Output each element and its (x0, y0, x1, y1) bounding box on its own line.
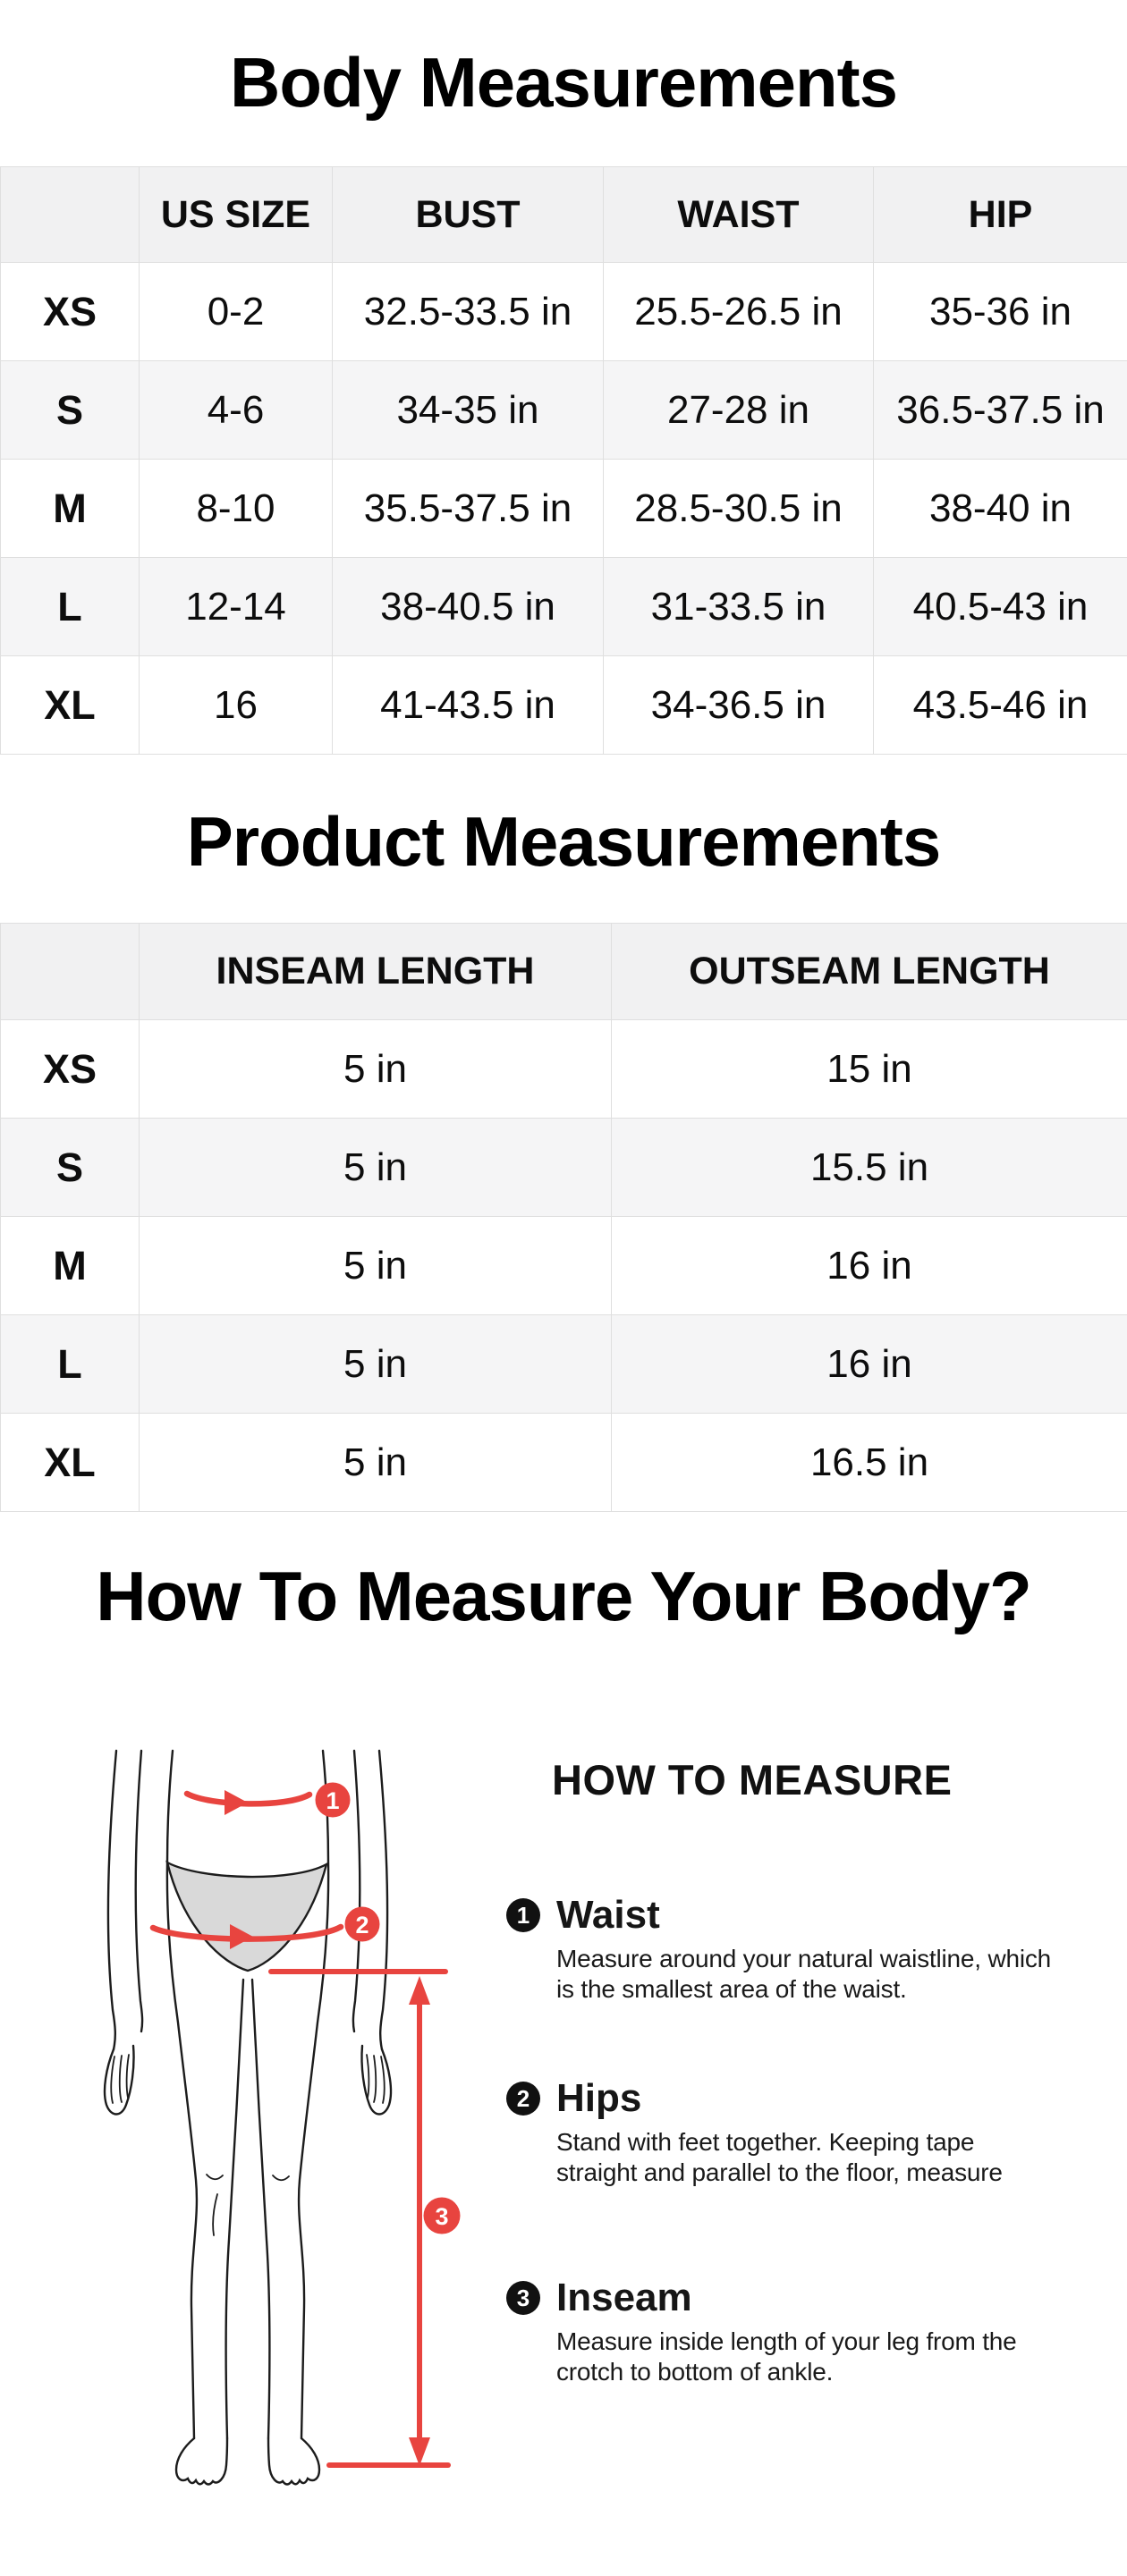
right-hand-fingers (367, 2055, 385, 2103)
header-waist: WAIST (604, 167, 874, 263)
cell-s-waist: 27-28 in (604, 361, 874, 460)
cell-xl-waist: 34-36.5 in (604, 656, 874, 755)
instruction-inseam-text: Measure inside length of your leg from the crotch to bottom of ankle. (556, 2327, 1017, 2386)
header-empty (1, 924, 140, 1020)
left-arm-outline (108, 1751, 116, 2049)
instruction-waist-label: Waist (556, 1893, 660, 1937)
instruction-hips (506, 2075, 1097, 2188)
svg-text:2: 2 (355, 1912, 369, 1938)
cell-xl-bust: 41-43.5 in (333, 656, 604, 755)
right-torso-leg-outline (299, 1751, 328, 2438)
cell-m-outseam: 16 in (612, 1217, 1127, 1315)
row-label-l: L (1, 558, 140, 656)
cell-m-bust: 35.5-37.5 in (333, 460, 604, 558)
left-hand-fingers (111, 2055, 129, 2103)
right-foot (268, 2438, 319, 2485)
header-outseam-length: OUTSEAM LENGTH (612, 924, 1127, 1020)
cell-l-waist: 31-33.5 in (604, 558, 874, 656)
row-label-m: M (1, 460, 140, 558)
right-arm-inner (353, 1751, 360, 2031)
cell-xs-us-size: 0-2 (140, 263, 333, 361)
cell-xl-us-size: 16 (140, 656, 333, 755)
header-us-size: US SIZE (140, 167, 333, 263)
diagram-marker-1 (316, 1783, 351, 1818)
cell-m-waist: 28.5-30.5 in (604, 460, 874, 558)
row-label-xl: XL (1, 656, 140, 755)
bullet-3-icon: 3 (506, 2281, 540, 2315)
svg-text:1: 1 (326, 1787, 340, 1814)
cell-s-inseam: 5 in (140, 1119, 612, 1217)
cell-s-outseam: 15.5 in (612, 1119, 1127, 1217)
svg-text:3: 3 (435, 2203, 449, 2230)
body-measurements-table (0, 166, 1127, 755)
left-inner-leg (226, 1980, 243, 2438)
cell-m-us-size: 8-10 (140, 460, 333, 558)
knee-marks (207, 2175, 289, 2235)
cell-xs-outseam: 15 in (612, 1020, 1127, 1119)
left-torso-leg-outline (167, 1751, 197, 2438)
product-measurements-table (0, 923, 1127, 1512)
cell-xl-outseam: 16.5 in (612, 1414, 1127, 1512)
product-measurements-title: Product Measurements (186, 802, 941, 881)
cell-l-us-size: 12-14 (140, 558, 333, 656)
cell-l-bust: 38-40.5 in (333, 558, 604, 656)
row-label-s: S (1, 361, 140, 460)
instruction-inseam-label: Inseam (556, 2276, 692, 2319)
cell-xl-hip: 43.5-46 in (874, 656, 1127, 755)
bullet-2-icon: 2 (506, 2082, 540, 2116)
cell-xl-inseam: 5 in (140, 1414, 612, 1512)
row-label-s: S (1, 1119, 140, 1217)
cell-l-inseam: 5 in (140, 1315, 612, 1414)
cell-xs-waist: 25.5-26.5 in (604, 263, 874, 361)
cell-xs-inseam: 5 in (140, 1020, 612, 1119)
left-foot (176, 2438, 227, 2485)
diagram-marker-2 (345, 1907, 380, 1942)
cell-l-hip: 40.5-43 in (874, 558, 1127, 656)
cell-xs-bust: 32.5-33.5 in (333, 263, 604, 361)
cell-xs-hip: 35-36 in (874, 263, 1127, 361)
bullet-1-icon: 1 (506, 1898, 540, 1932)
row-label-xs: XS (1, 1020, 140, 1119)
cell-l-outseam: 16 in (612, 1315, 1127, 1414)
row-label-xl: XL (1, 1414, 140, 1512)
cell-s-us-size: 4-6 (140, 361, 333, 460)
diagram-marker-3 (424, 2198, 461, 2234)
row-label-l: L (1, 1315, 140, 1414)
body-measurements-title: Body Measurements (230, 43, 897, 122)
body-figure-illustration (80, 1748, 510, 2490)
row-label-m: M (1, 1217, 140, 1315)
inseam-measure-line (271, 1972, 448, 2466)
cell-s-hip: 36.5-37.5 in (874, 361, 1127, 460)
panty-shape (167, 1862, 326, 1971)
right-inner-leg (252, 1980, 269, 2438)
cell-s-bust: 34-35 in (333, 361, 604, 460)
instruction-inseam (506, 2275, 1097, 2387)
left-arm-inner (136, 1751, 142, 2031)
header-hip: HIP (874, 167, 1127, 263)
cell-m-inseam: 5 in (140, 1217, 612, 1315)
header-empty (1, 167, 140, 263)
header-inseam-length: INSEAM LENGTH (140, 924, 612, 1020)
instruction-hips-text: Stand with feet together. Keeping tape straight and parallel to the floor, measure (556, 2128, 1003, 2186)
cell-m-hip: 38-40 in (874, 460, 1127, 558)
instruction-waist-text: Measure around your natural waistline, which is the smallest area of the waist. (556, 1945, 1052, 2003)
instruction-waist (506, 1892, 1097, 2005)
row-label-xs: XS (1, 263, 140, 361)
header-bust: BUST (333, 167, 604, 263)
waist-measure-arrow (187, 1790, 309, 1815)
how-to-measure-heading: HOW TO MEASURE (552, 1756, 953, 1803)
instruction-hips-label: Hips (556, 2076, 642, 2120)
right-arm-outline (379, 1751, 387, 2049)
how-to-measure-title: How To Measure Your Body? (96, 1557, 1031, 1635)
